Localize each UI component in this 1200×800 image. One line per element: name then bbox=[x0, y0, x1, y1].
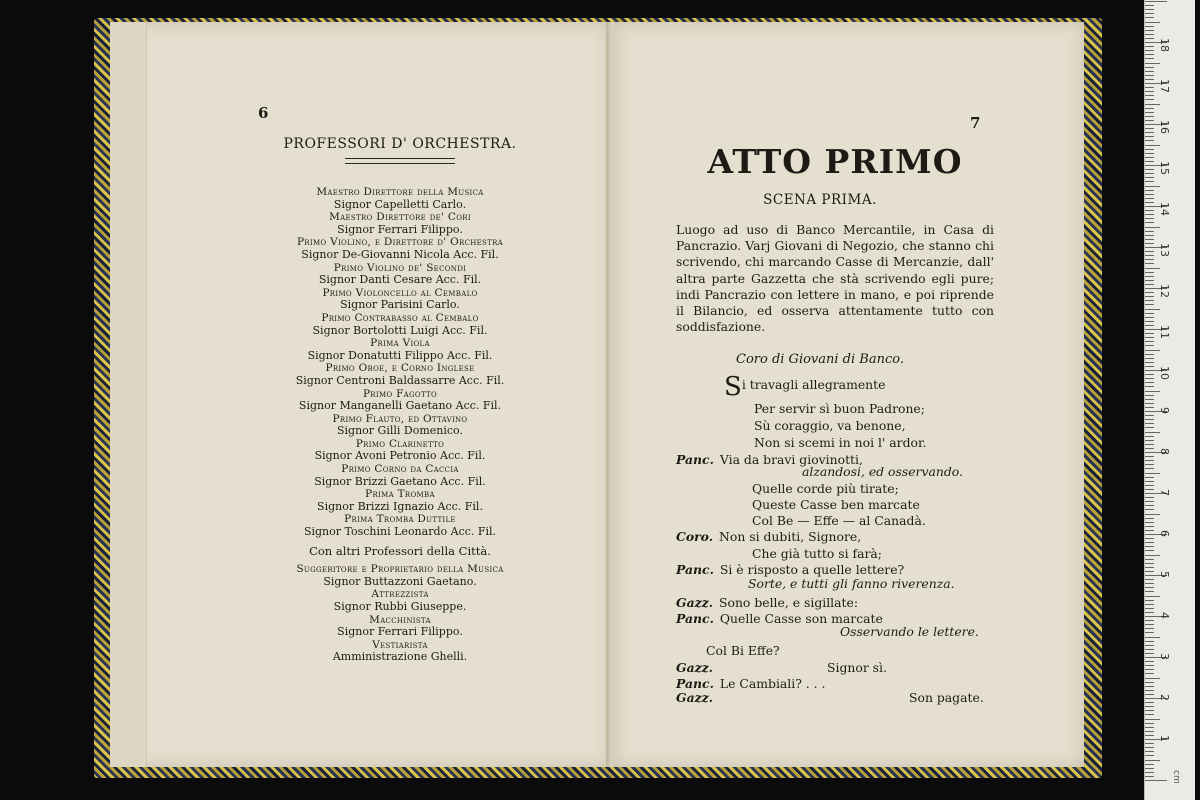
ruler-tick bbox=[1145, 448, 1154, 449]
right-page-number: 7 bbox=[970, 114, 981, 132]
staff-member: Signor Ferrari Filippo. bbox=[337, 625, 463, 639]
orchestra-member: Signor Donatutti Filippo Acc. Fil. bbox=[307, 348, 493, 362]
verse-line bbox=[748, 576, 955, 591]
ruler-tick bbox=[1145, 591, 1154, 592]
ruler-number: 9 bbox=[1158, 407, 1171, 414]
ruler-tick bbox=[1145, 22, 1160, 23]
ruler-tick bbox=[1145, 608, 1154, 609]
ruler-tick bbox=[1145, 227, 1160, 228]
ruler-tick bbox=[1145, 780, 1167, 781]
verse-line bbox=[724, 372, 886, 402]
ruler-tick bbox=[1145, 620, 1154, 621]
speaker-name: Panc. bbox=[676, 452, 714, 467]
speaker-name: Panc. bbox=[676, 676, 714, 691]
verse-text: Quelle corde più tirate; bbox=[752, 481, 899, 496]
act-title: ATTO PRIMO bbox=[707, 142, 963, 181]
ruler-tick bbox=[1145, 571, 1154, 572]
ruler-tick bbox=[1145, 649, 1154, 650]
verse-text: Non si dubiti, Signore, bbox=[719, 529, 862, 544]
orchestra-role: Primo Flauto, ed Ottavino bbox=[332, 412, 468, 425]
ruler-number: 15 bbox=[1158, 161, 1171, 175]
ruler-tick bbox=[1145, 99, 1154, 100]
ruler-tick bbox=[1145, 386, 1154, 387]
ruler-tick bbox=[1145, 415, 1154, 416]
ruler-tick bbox=[1145, 546, 1154, 547]
ruler-tick bbox=[1145, 776, 1154, 777]
orchestra-role: Primo Corno da Caccia bbox=[341, 463, 459, 476]
ruler-tick bbox=[1145, 235, 1154, 236]
ruler-tick bbox=[1145, 755, 1154, 756]
verse-line bbox=[676, 562, 904, 577]
ruler-number: 7 bbox=[1158, 489, 1171, 496]
orchestra-role: Primo Violino de' Secondi bbox=[333, 261, 467, 274]
ruler-tick bbox=[1145, 136, 1154, 137]
ruler-tick bbox=[1145, 669, 1154, 670]
ruler-number: 17 bbox=[1158, 79, 1171, 93]
ruler-tick bbox=[1145, 239, 1154, 240]
ruler-tick bbox=[1145, 87, 1154, 88]
ruler-tick bbox=[1145, 1, 1167, 2]
orchestra-member: Signor Toschini Leonardo Acc. Fil. bbox=[303, 525, 497, 539]
verse-line bbox=[752, 546, 882, 561]
staff-member: Amministrazione Ghelli. bbox=[332, 650, 468, 664]
verse-text: Signor sì. bbox=[827, 660, 887, 675]
ruler-unit: cm bbox=[1171, 770, 1181, 784]
ruler-tick bbox=[1145, 641, 1154, 642]
ruler-tick bbox=[1145, 198, 1154, 199]
verse-text: Col Bi Effe? bbox=[706, 643, 780, 658]
ruler-tick bbox=[1145, 509, 1154, 510]
ruler-tick bbox=[1145, 567, 1154, 568]
ruler-tick bbox=[1145, 665, 1154, 666]
ruler-tick bbox=[1145, 354, 1154, 355]
orchestra-member: Signor Centroni Baldassarre Acc. Fil. bbox=[295, 373, 505, 387]
ruler-tick bbox=[1145, 317, 1154, 318]
ruler-tick bbox=[1145, 116, 1154, 117]
ruler-tick bbox=[1145, 362, 1154, 363]
ruler-tick bbox=[1145, 304, 1154, 305]
ruler-tick bbox=[1145, 555, 1160, 556]
ruler-tick bbox=[1145, 587, 1154, 588]
ruler-tick bbox=[1145, 190, 1154, 191]
ruler-tick bbox=[1145, 678, 1160, 679]
ruler-tick bbox=[1145, 403, 1154, 404]
ruler-number: 2 bbox=[1158, 694, 1171, 701]
ruler-tick bbox=[1145, 382, 1154, 383]
stage-direction: Osservando le lettere. bbox=[840, 624, 979, 639]
measuring-ruler bbox=[1144, 0, 1195, 800]
ruler-tick bbox=[1145, 550, 1154, 551]
staff-role: Macchinista bbox=[369, 613, 431, 626]
ruler-tick bbox=[1145, 177, 1154, 178]
orchestra-member: Signor Brizzi Ignazio Acc. Fil. bbox=[317, 499, 483, 513]
ruler-tick bbox=[1145, 79, 1154, 80]
ruler-tick bbox=[1145, 378, 1154, 379]
ruler-tick bbox=[1145, 444, 1154, 445]
ruler-tick bbox=[1145, 181, 1154, 182]
ruler-tick bbox=[1145, 419, 1154, 420]
ruler-tick bbox=[1145, 210, 1154, 211]
orchestra-member: Signor Capelletti Carlo. bbox=[333, 197, 467, 211]
ruler-tick bbox=[1145, 276, 1154, 277]
ruler-tick bbox=[1145, 58, 1154, 59]
ruler-tick bbox=[1145, 751, 1154, 752]
staff-member: Signor Rubbi Giuseppe. bbox=[333, 600, 467, 613]
orchestra-member: Signor Manganelli Gaetano Acc. Fil. bbox=[298, 399, 502, 413]
verse-line bbox=[754, 401, 925, 416]
speaker-name: Coro. bbox=[676, 529, 714, 544]
ruler-tick bbox=[1145, 682, 1154, 683]
verse-text: Quelle Casse son marcate bbox=[719, 611, 883, 626]
ruler-tick bbox=[1145, 104, 1160, 105]
orchestra-member: Signor Brizzi Gaetano Acc. Fil. bbox=[314, 474, 486, 488]
ruler-tick bbox=[1145, 714, 1154, 715]
ruler-number: 11 bbox=[1158, 325, 1171, 339]
ruler-tick bbox=[1145, 149, 1154, 150]
verse-text: Queste Casse ben marcate bbox=[752, 497, 920, 512]
ruler-tick bbox=[1145, 345, 1154, 346]
orchestra-member: Signor Ferrari Filippo. bbox=[337, 222, 463, 236]
ruler-tick bbox=[1145, 186, 1160, 187]
verse-text: Si è risposto a quelle lettere? bbox=[719, 562, 905, 577]
verse-line bbox=[676, 529, 861, 544]
ruler-tick bbox=[1145, 530, 1154, 531]
verse-text: Le Cambiali? . . . bbox=[719, 676, 826, 691]
ruler-tick bbox=[1145, 505, 1154, 506]
ruler-tick bbox=[1145, 436, 1154, 437]
verse-text: Son pagate. bbox=[909, 690, 984, 705]
ruler-tick bbox=[1145, 17, 1154, 18]
ruler-tick bbox=[1145, 686, 1154, 687]
ruler-tick bbox=[1145, 337, 1154, 338]
ruler-number: 1 bbox=[1158, 735, 1171, 742]
ruler-tick bbox=[1145, 768, 1154, 769]
verse-line bbox=[802, 464, 963, 479]
chorus-heading: Coro di Giovani di Banco. bbox=[736, 352, 904, 367]
ruler-tick bbox=[1145, 333, 1154, 334]
ruler-tick bbox=[1145, 71, 1154, 72]
speaker-name: Panc. bbox=[676, 562, 714, 577]
ruler-tick bbox=[1145, 600, 1154, 601]
ruler-tick bbox=[1145, 673, 1154, 674]
ruler-tick bbox=[1145, 653, 1154, 654]
ruler-tick bbox=[1145, 596, 1160, 597]
ruler-tick bbox=[1145, 296, 1154, 297]
verse-line bbox=[706, 643, 780, 658]
ruler-tick bbox=[1145, 280, 1154, 281]
stage-direction: Sorte, e tutti gli fanno riverenza. bbox=[748, 576, 955, 591]
ruler-tick bbox=[1145, 760, 1160, 761]
ruler-number: 3 bbox=[1158, 653, 1171, 660]
ruler-tick bbox=[1145, 706, 1154, 707]
staff-role: Vestiarista bbox=[372, 638, 428, 651]
ruler-tick bbox=[1145, 399, 1154, 400]
ruler-tick bbox=[1145, 391, 1160, 392]
orchestra-role: Maestro Direttore de' Cori bbox=[329, 211, 471, 224]
ruler-tick bbox=[1145, 350, 1160, 351]
ruler-tick bbox=[1145, 26, 1154, 27]
ruler-tick bbox=[1145, 251, 1154, 252]
verse-line bbox=[752, 497, 920, 512]
ruler-tick bbox=[1145, 202, 1154, 203]
ruler-tick bbox=[1145, 46, 1154, 47]
ruler-number: 4 bbox=[1158, 612, 1171, 619]
ruler-number: 6 bbox=[1158, 530, 1171, 537]
ruler-tick bbox=[1145, 259, 1154, 260]
orchestra-member: Signor Bortolotti Luigi Acc. Fil. bbox=[312, 323, 488, 337]
ruler-tick bbox=[1145, 128, 1154, 129]
verse-line bbox=[752, 513, 926, 528]
ruler-tick bbox=[1145, 719, 1160, 720]
ruler-tick bbox=[1145, 358, 1154, 359]
ruler-tick bbox=[1145, 710, 1154, 711]
orchestra-role: Maestro Direttore della Musica bbox=[316, 186, 484, 198]
ruler-tick bbox=[1145, 95, 1154, 96]
ruler-tick bbox=[1145, 542, 1154, 543]
ruler-tick bbox=[1145, 38, 1154, 39]
ruler-tick bbox=[1145, 108, 1154, 109]
ruler-tick bbox=[1145, 157, 1154, 158]
ruler-tick bbox=[1145, 173, 1154, 174]
ruler-tick bbox=[1145, 153, 1154, 154]
ruler-tick bbox=[1145, 727, 1154, 728]
ruler-tick bbox=[1145, 485, 1154, 486]
orchestra-member: Signor Avoni Petronio Acc. Fil. bbox=[314, 449, 486, 463]
ruler-tick bbox=[1145, 764, 1154, 765]
ruler-tick bbox=[1145, 427, 1154, 428]
orchestra-member: Signor Gilli Domenico. bbox=[337, 424, 463, 438]
ruler-tick bbox=[1145, 407, 1154, 408]
ruler-tick bbox=[1145, 526, 1154, 527]
ruler-tick bbox=[1145, 5, 1154, 6]
ruler-tick bbox=[1145, 632, 1154, 633]
ruler-tick bbox=[1145, 731, 1154, 732]
ruler-tick bbox=[1145, 263, 1154, 264]
orchestra-role: Primo Clarinetto bbox=[355, 437, 445, 450]
ruler-tick bbox=[1145, 743, 1154, 744]
verse-line bbox=[676, 676, 826, 691]
ruler-tick bbox=[1145, 366, 1154, 367]
verse-line bbox=[676, 660, 887, 675]
ruler-tick bbox=[1145, 583, 1154, 584]
speaker-name: Gazz. bbox=[676, 595, 713, 610]
ruler-tick bbox=[1145, 624, 1154, 625]
ruler-tick bbox=[1145, 723, 1154, 724]
ruler-tick bbox=[1145, 432, 1160, 433]
ruler-tick bbox=[1145, 694, 1154, 695]
ruler-tick bbox=[1145, 268, 1160, 269]
ruler-tick bbox=[1145, 473, 1160, 474]
ruler-tick bbox=[1145, 243, 1154, 244]
drop-initial: S bbox=[724, 372, 742, 402]
orchestra-role: Primo Violoncello al Cembalo bbox=[322, 286, 478, 299]
ruler-tick bbox=[1145, 497, 1154, 498]
ruler-tick bbox=[1145, 132, 1154, 133]
verse-text: Per servir sì buon Padrone; bbox=[754, 401, 925, 416]
verse-text: Non si scemi in noi l' ardor. bbox=[754, 435, 927, 450]
speaker-name: Panc. bbox=[676, 611, 714, 626]
ruler-number: 18 bbox=[1158, 38, 1171, 52]
ruler-tick bbox=[1145, 222, 1154, 223]
ruler-tick bbox=[1145, 54, 1154, 55]
verse-text: Che già tutto si farà; bbox=[752, 546, 882, 561]
ruler-tick bbox=[1145, 300, 1154, 301]
ruler-tick bbox=[1145, 489, 1154, 490]
orchestra-role: Primo Oboe, e Corno Inglese bbox=[325, 362, 475, 375]
ruler-tick bbox=[1145, 214, 1154, 215]
orchestra-role: Prima Tromba Duttile bbox=[344, 513, 456, 526]
ruler-tick bbox=[1145, 145, 1160, 146]
orchestra-role: Primo Violino, e Direttore d' Orchestra bbox=[296, 236, 504, 249]
ruler-tick bbox=[1145, 313, 1154, 314]
ruler-tick bbox=[1145, 772, 1154, 773]
orchestra-role: Prima Tromba bbox=[365, 488, 435, 501]
ruler-tick bbox=[1145, 637, 1160, 638]
ruler-tick bbox=[1145, 702, 1154, 703]
ruler-tick bbox=[1145, 604, 1154, 605]
other-professors: Con altri Professori della Città. bbox=[309, 543, 491, 558]
ruler-tick bbox=[1145, 579, 1154, 580]
verse-line bbox=[754, 418, 906, 433]
ruler-number: 12 bbox=[1158, 284, 1171, 298]
ruler-tick bbox=[1145, 456, 1154, 457]
orchestra-role: Primo Fagotto bbox=[362, 387, 438, 400]
ruler-tick bbox=[1145, 747, 1154, 748]
ruler-tick bbox=[1145, 309, 1160, 310]
ruler-number: 16 bbox=[1158, 120, 1171, 134]
ruler-tick bbox=[1145, 460, 1154, 461]
verse-text: Sù coraggio, va benone, bbox=[754, 418, 906, 433]
ruler-tick bbox=[1145, 169, 1154, 170]
orchestra-member: Signor Danti Cesare Acc. Fil. bbox=[318, 273, 482, 287]
ruler-number: 13 bbox=[1158, 243, 1171, 257]
ruler-tick bbox=[1145, 91, 1154, 92]
ruler-tick bbox=[1145, 464, 1154, 465]
verse-line bbox=[752, 481, 899, 496]
ruler-tick bbox=[1145, 9, 1154, 10]
ruler-tick bbox=[1145, 194, 1154, 195]
verse-text: Sono belle, e sigillate: bbox=[719, 595, 859, 610]
orchestra-role: Primo Contrabasso al Cembalo bbox=[321, 311, 479, 324]
verse-line bbox=[840, 624, 979, 639]
ruler-tick bbox=[1145, 34, 1154, 35]
ruler-number: 14 bbox=[1158, 202, 1171, 216]
ruler-tick bbox=[1145, 440, 1154, 441]
ruler-tick bbox=[1145, 140, 1154, 141]
ruler-tick bbox=[1145, 559, 1154, 560]
staff-entries bbox=[250, 563, 550, 664]
ruler-tick bbox=[1145, 514, 1160, 515]
ruler-tick bbox=[1145, 395, 1154, 396]
verse-line bbox=[754, 435, 927, 450]
verse-text: Via da bravi giovinotti, bbox=[719, 452, 863, 467]
ruler-number: 8 bbox=[1158, 448, 1171, 455]
scene-description: Luogo ad uso di Banco Mercantile, in Casa di Pancrazio. Varj Giovani di Negozio, che stanno chi scrivendo, chi marcando Casse di Mercanzie, dall' altra parte Gazzetta che stà scrivendo egli pure; indi Pancrazio con lettere in mano, e poi riprende il Bilancio, ed osserva attentamente tutto con soddisfazione. bbox=[676, 222, 994, 335]
ruler-tick bbox=[1145, 112, 1154, 113]
ruler-tick bbox=[1145, 374, 1154, 375]
orchestra-list bbox=[250, 136, 550, 664]
ruler-tick bbox=[1145, 628, 1154, 629]
speaker-name: Gazz. bbox=[676, 660, 713, 675]
ruler-tick bbox=[1145, 563, 1154, 564]
ruler-tick bbox=[1145, 501, 1154, 502]
ruler-tick bbox=[1145, 13, 1154, 14]
ruler-tick bbox=[1145, 735, 1154, 736]
ruler-tick bbox=[1145, 284, 1154, 285]
speaker-name: Gazz. bbox=[676, 690, 713, 705]
scene-title: SCENA PRIMA. bbox=[763, 192, 877, 208]
verse-text: i travagli allegramente bbox=[741, 377, 886, 392]
ruler-tick bbox=[1145, 690, 1154, 691]
ruler-tick bbox=[1145, 120, 1154, 121]
orchestra-member: Signor De-Giovanni Nicola Acc. Fil. bbox=[301, 247, 499, 261]
verse-line bbox=[676, 595, 858, 610]
ruler-tick bbox=[1145, 538, 1154, 539]
staff-member: Signor Buttazzoni Gaetano. bbox=[323, 574, 477, 588]
ruler-tick bbox=[1145, 423, 1154, 424]
ruler-tick bbox=[1145, 75, 1154, 76]
ruler-tick bbox=[1145, 612, 1154, 613]
ruler-tick bbox=[1145, 231, 1154, 232]
verse-text: Col Be — Effe — al Canadà. bbox=[752, 513, 926, 528]
ruler-tick bbox=[1145, 63, 1160, 64]
ruler-tick bbox=[1145, 255, 1154, 256]
ruler-number: 10 bbox=[1158, 366, 1171, 380]
ruler-tick bbox=[1145, 272, 1154, 273]
ruler-number: 5 bbox=[1158, 571, 1171, 578]
ruler-tick bbox=[1145, 341, 1154, 342]
stage-direction: alzandosi, ed osservando. bbox=[802, 464, 963, 479]
verse-line bbox=[676, 690, 984, 705]
staff-role: Suggeritore e Proprietario della Musica bbox=[296, 563, 504, 576]
orchestra-member: Signor Parisini Carlo. bbox=[340, 298, 460, 312]
ruler-tick bbox=[1145, 518, 1154, 519]
ruler-tick bbox=[1145, 50, 1154, 51]
ruler-tick bbox=[1145, 522, 1154, 523]
ruler-tick bbox=[1145, 661, 1154, 662]
ruler-tick bbox=[1145, 321, 1154, 322]
title-rule bbox=[345, 158, 455, 164]
ruler-tick bbox=[1145, 481, 1154, 482]
ruler-tick bbox=[1145, 292, 1154, 293]
ruler-tick bbox=[1145, 645, 1154, 646]
orchestra-title: PROFESSORI D' ORCHESTRA. bbox=[283, 136, 517, 152]
ruler-tick bbox=[1145, 218, 1154, 219]
ruler-tick bbox=[1145, 477, 1154, 478]
orchestra-role: Prima Viola bbox=[370, 337, 430, 350]
ruler-tick bbox=[1145, 30, 1154, 31]
orchestra-entries bbox=[250, 186, 550, 539]
ruler-tick bbox=[1145, 161, 1154, 162]
endpaper-flap bbox=[110, 22, 147, 767]
staff-role: Attrezzista bbox=[371, 588, 429, 601]
ruler-tick bbox=[1145, 325, 1154, 326]
left-page-number: 6 bbox=[258, 104, 269, 122]
ruler-tick bbox=[1145, 468, 1154, 469]
ruler-tick bbox=[1145, 67, 1154, 68]
